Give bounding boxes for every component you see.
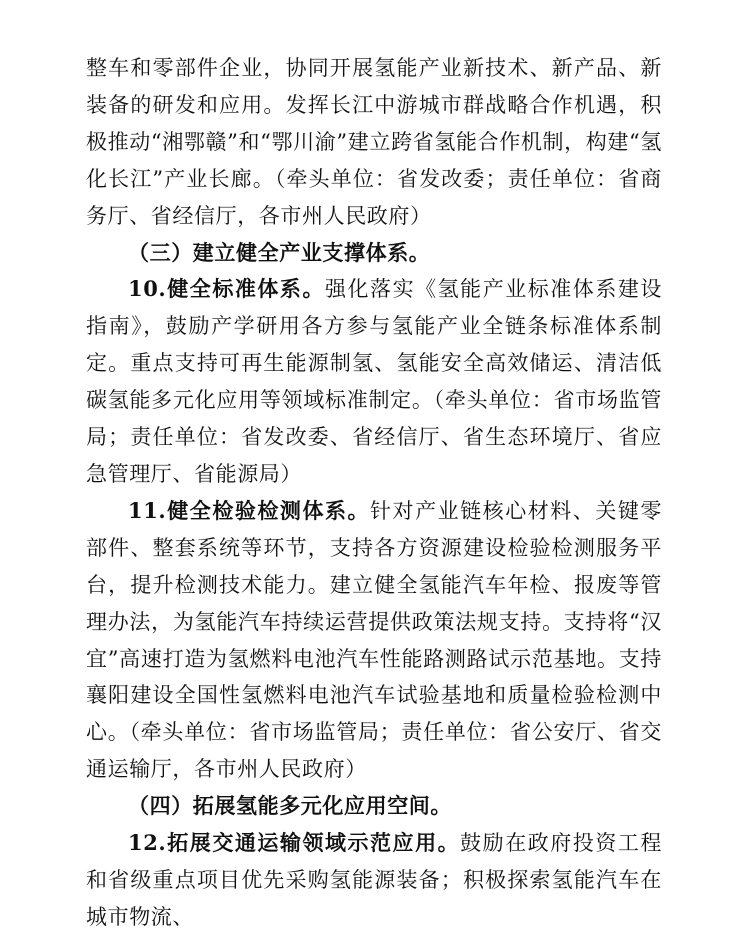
item-12-heading: 12.拓展交通运输领域示范应用。 bbox=[128, 830, 461, 856]
section-heading-3: （三）建立健全产业支撑体系。 bbox=[128, 239, 431, 265]
item-10-body: 强化落实《氢能产业标准体系建设指南》，鼓励产学研用各方参与氢能产业全链条标准体系制定。重点支持可再生能源制氢、氢能安全高效储运、清洁低碳氢能多元化应用等领域标准制定。（牵头单位：省市场监管局；责任单位：省发改委、省经信厅、省生态环境厅、省应急管理厅、省能源局） bbox=[86, 277, 662, 486]
document-page bbox=[86, 50, 662, 936]
intro-paragraph: 整车和零部件企业，协同开展氢能产业新技术、新产品、新装备的研发和应用。发挥长江中游城市群战略合作机遇，积极推动“湘鄂赣”和“鄂川渝”建立跨省氢能合作机制，构建“氢化长江”产业长廊。（牵头单位：省发改委；责任单位：省商务厅、省经信厅，各市州人民政府） bbox=[86, 56, 662, 228]
item-11-heading: 11.健全检验检测体系。 bbox=[128, 497, 371, 523]
item-11-paragraph bbox=[86, 493, 662, 788]
item-11-body: 针对产业链核心材料、关键零部件、整套系统等环节，支持各方资源建设检验检测服务平台，提升检测技术能力。建立健全氢能汽车年检、报废等管理办法，为氢能汽车持续运营提供政策法规支持。支持将“汉宜”高速打造为氢燃料电池汽车性能路测路试示范基地。支持襄阳建设全国性氢燃料电池汽车试验基地和质量检验检测中心。（牵头单位：省市场监管局；责任单位：省公安厅、省交通运输厅，各市州人民政府） bbox=[86, 498, 662, 782]
item-12-body: 鼓励在政府投资工程和省级重点项目优先采购氢能源装备；积极探索氢能汽车在城市物流、 bbox=[86, 831, 662, 929]
item-10-heading: 10.健全标准体系。 bbox=[128, 276, 325, 302]
item-12-paragraph bbox=[86, 825, 662, 936]
item-10-paragraph bbox=[86, 271, 662, 492]
section-heading-4: （四）拓展氢能多元化应用空间。 bbox=[128, 793, 452, 819]
